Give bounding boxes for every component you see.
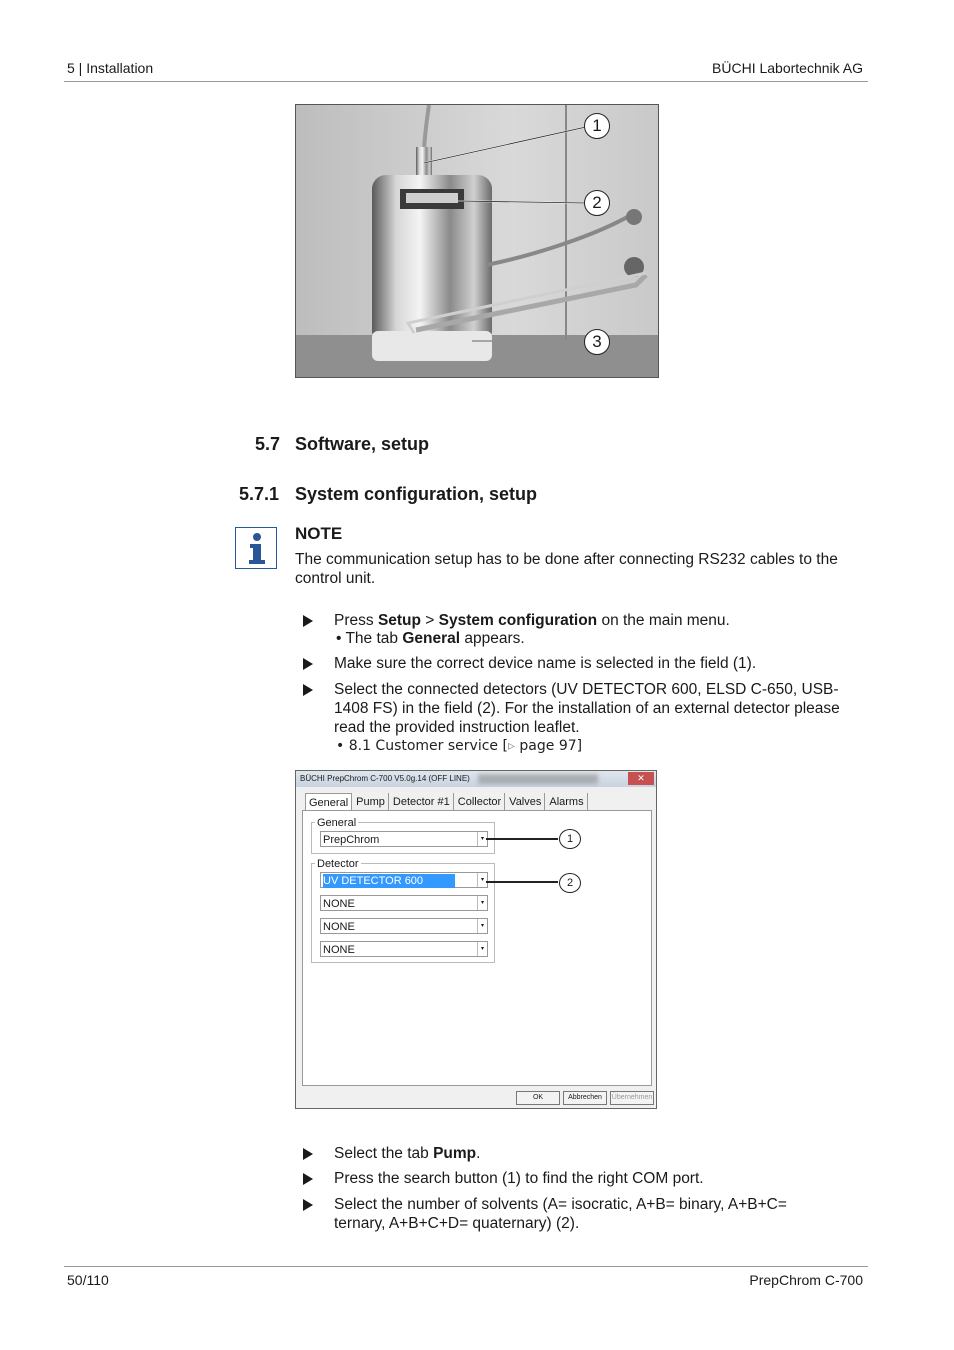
step-select-pump-tab — [303, 1144, 863, 1163]
step-text: Select the tab — [334, 1145, 434, 1162]
photo-callout-3: 3 — [584, 329, 610, 355]
dialog-titlebar — [296, 771, 656, 787]
dialog-callout-1: 1 — [559, 829, 581, 849]
step-bold: Pump — [433, 1145, 477, 1162]
step-bold: Setup — [377, 612, 421, 629]
tab-panel-general — [302, 810, 652, 1086]
header-chapter: 5 | Installation — [67, 60, 154, 76]
dialog-callout-2: 2 — [559, 873, 581, 893]
note-text-line1: The communication setup has to be done after connecting RS232 cables to the — [295, 551, 838, 568]
general-group-label: General — [317, 817, 357, 829]
header-company: BÜCHI Labortechnik AG — [712, 60, 863, 76]
detector-2-select[interactable] — [320, 895, 488, 911]
step-arrow-icon — [303, 1199, 313, 1211]
detector-group-label: Detector — [317, 858, 359, 870]
page-number: 50/110 — [67, 1272, 109, 1288]
note-label: NOTE — [295, 524, 343, 543]
close-icon: ✕ — [637, 773, 645, 783]
chevron-down-icon: ▾ — [477, 832, 487, 846]
step-text: Press — [334, 612, 378, 629]
dialog-close-button[interactable] — [628, 772, 654, 785]
step-arrow-icon — [303, 615, 313, 627]
step-search-com-port — [303, 1169, 863, 1188]
chevron-down-icon: ▾ — [477, 873, 487, 887]
step-text-line1: Select the connected detectors (UV DETECTOR 600, ELSD C-650, USB- — [334, 681, 839, 698]
result-text: • The tab — [336, 630, 403, 647]
step-text: on the main menu. — [597, 612, 730, 629]
detector-group — [311, 858, 495, 963]
info-icon — [235, 527, 277, 569]
dialog-title: BÜCHI PrepChrom C-700 V5.0g.14 (OFF LINE) — [300, 774, 470, 783]
footer-rule — [64, 1266, 868, 1267]
subsection-title: System configuration, setup — [295, 484, 538, 504]
tab-general[interactable]: General — [305, 793, 352, 811]
detector-4-select[interactable] — [320, 941, 488, 957]
tab-detector-1[interactable]: Detector #1 — [390, 793, 454, 811]
result-bold: General — [402, 630, 461, 647]
apply-button[interactable]: Übernehmen — [610, 1091, 654, 1105]
detector-3-select[interactable] — [320, 918, 488, 934]
dialog-tabs — [305, 793, 589, 811]
subsection-number: 5.7.1 — [239, 484, 280, 504]
system-config-dialog — [295, 770, 657, 1109]
header-rule — [64, 81, 868, 82]
step-select-detectors — [303, 680, 863, 737]
step-text: > — [421, 612, 439, 629]
result-text: appears. — [460, 630, 525, 647]
cancel-button[interactable]: Abbrechen — [563, 1091, 607, 1105]
blurred-title-area — [478, 774, 598, 784]
tab-alarms[interactable]: Alarms — [546, 793, 587, 811]
step-text-line2: 1408 FS) in the field (2). For the installation of an external detector please — [334, 700, 840, 717]
detector-4-value: NONE — [323, 944, 355, 956]
step-arrow-icon — [303, 1173, 313, 1185]
crossref-text: • 8.1 Customer service [ — [336, 738, 508, 754]
ok-button[interactable]: OK — [516, 1091, 560, 1105]
step-arrow-icon — [303, 1148, 313, 1160]
callout-leader-1 — [486, 838, 558, 840]
detector-2-value: NONE — [323, 898, 355, 910]
general-group — [311, 817, 495, 854]
step-arrow-icon — [303, 658, 313, 670]
step-device-name — [303, 654, 863, 673]
footer-product: PrepChrom C-700 — [749, 1272, 863, 1288]
flowcell-photo — [295, 104, 659, 378]
step-press-setup — [303, 611, 863, 630]
section-title: Software, setup — [295, 434, 430, 454]
tab-pump[interactable]: Pump — [353, 793, 389, 811]
step-result-general-tab — [336, 629, 525, 648]
photo-callout-1: 1 — [584, 113, 610, 139]
chevron-down-icon: ▾ — [477, 919, 487, 933]
step-text: Make sure the correct device name is selected in the field (1). — [334, 655, 757, 672]
chevron-down-icon: ▾ — [477, 942, 487, 956]
crossref-arrow-icon: ▹ — [507, 738, 515, 754]
note-text-line2: control unit. — [295, 570, 376, 587]
tab-collector[interactable]: Collector — [455, 793, 505, 811]
step-text-line1: Select the number of solvents (A= isocratic, A+B= binary, A+B+C= — [334, 1196, 787, 1213]
step-arrow-icon — [303, 684, 313, 696]
step-bold: System configuration — [438, 612, 598, 629]
detector-1-value: UV DETECTOR 600 — [323, 874, 455, 888]
step-text: Press the search button (1) to find the right COM port. — [334, 1170, 704, 1187]
photo-callout-2: 2 — [584, 190, 610, 216]
step-text-line2: ternary, A+B+C+D= quaternary) (2). — [334, 1215, 580, 1232]
detector-3-value: NONE — [323, 921, 355, 933]
crossref-text: page 97] — [514, 738, 583, 754]
callout-leader-2 — [486, 881, 558, 883]
step-text-line3: read the provided instruction leaflet. — [334, 719, 580, 736]
device-name-select[interactable] — [320, 831, 488, 847]
step-text: . — [476, 1145, 481, 1162]
step-select-solvents — [303, 1195, 863, 1233]
tab-valves[interactable]: Valves — [506, 793, 545, 811]
detector-1-select[interactable] — [320, 872, 488, 888]
crossref-customer-service[interactable] — [336, 738, 582, 754]
device-name-value: PrepChrom — [323, 834, 380, 846]
section-number: 5.7 — [255, 434, 281, 454]
chevron-down-icon: ▾ — [477, 896, 487, 910]
